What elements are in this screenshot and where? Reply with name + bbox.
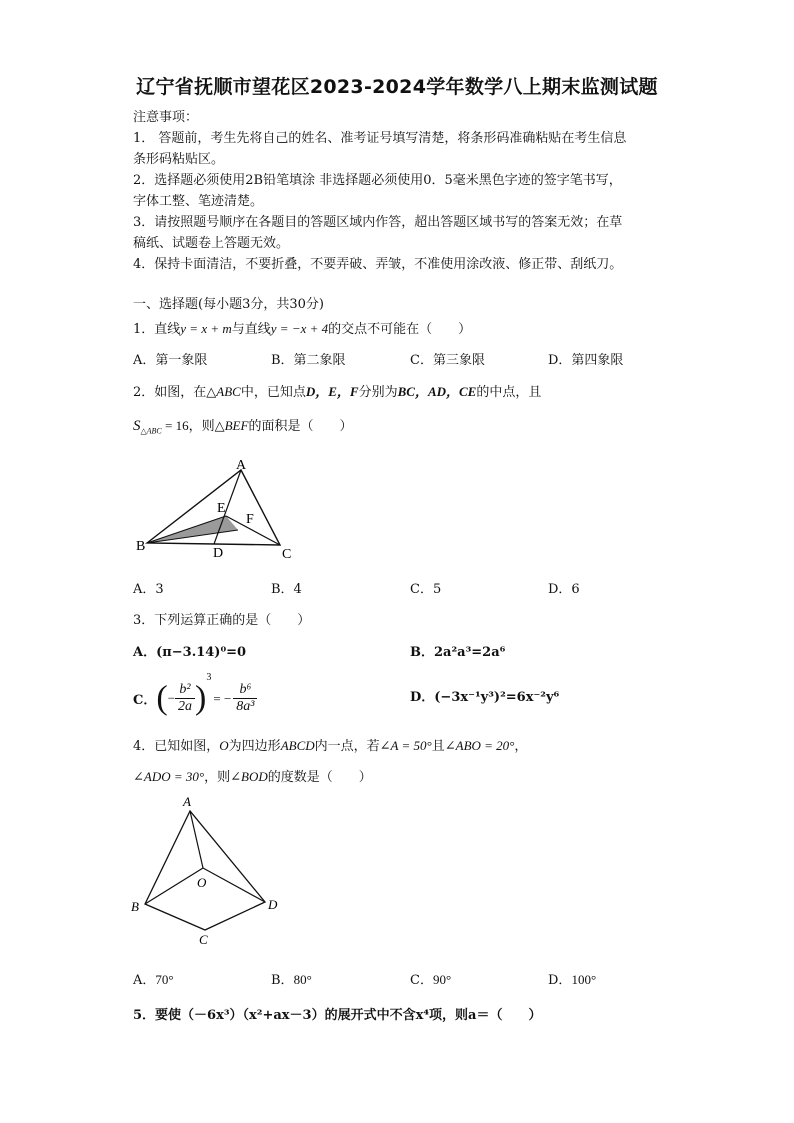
- q4-text: 且∠: [431, 739, 456, 754]
- notes-heading: 注意事项：: [133, 110, 199, 125]
- question-2-stem-2: [133, 415, 352, 436]
- q2-option-b[interactable]: B．4: [271, 582, 302, 597]
- q2-text: 2．如图，在△: [133, 385, 217, 400]
- q1-suffix: 的交点不可能在（ ）: [328, 322, 472, 337]
- note-3a: 3．请按照题号顺序在各题目的答题区域内作答，超出答题区域书写的答案无效；在草: [133, 215, 623, 230]
- q4-abcd: ABCD: [280, 738, 315, 753]
- q4-c-value: 90°: [432, 972, 452, 987]
- label-c: C: [199, 932, 208, 947]
- q1-eq1: y = x + m: [180, 321, 232, 336]
- q3-option-b[interactable]: B．2a²a³=2a⁶: [410, 645, 506, 660]
- shaded-triangle-bef: [147, 516, 238, 543]
- q4-text: 4．已知如图，: [133, 739, 220, 754]
- q4-text: ，: [514, 739, 528, 754]
- q4-o: O: [219, 738, 229, 753]
- q1-option-c[interactable]: C．第三象限: [410, 353, 485, 368]
- q4-d-value: 100°: [571, 972, 597, 987]
- q3-c-frac2: [233, 682, 257, 715]
- note-3b: 稿纸、试题卷上答题无效。: [133, 236, 290, 251]
- question-3-stem: 3．下列运算正确的是（ ）: [133, 613, 311, 628]
- segment-od: [203, 868, 265, 902]
- q2-area-symbol: S: [133, 418, 141, 434]
- question-2-stem: [133, 381, 541, 400]
- q4-text: 的度数是（ ）: [267, 770, 372, 785]
- label-o: O: [197, 875, 207, 890]
- q4-text: 内一点，若∠: [314, 739, 391, 754]
- q4-d-label: D．: [548, 973, 572, 988]
- question-4-stem: [133, 735, 527, 754]
- q3-c-den2: 8a³: [236, 699, 255, 714]
- label-d: D: [213, 546, 224, 561]
- label-a: A: [183, 794, 191, 809]
- q2-bef: BEF: [224, 418, 249, 433]
- question-5-stem: 5．要使（－6x³）（x²+ax－3）的展开式中不含x⁴项，则a＝（ ）: [133, 1008, 542, 1023]
- note-2b: 字体工整、笔迹清楚。: [133, 194, 264, 209]
- q3-c-power: 3: [206, 672, 212, 683]
- q4-option-a[interactable]: [133, 969, 174, 988]
- q2-text: 分别为: [358, 385, 398, 400]
- label-b: B: [131, 899, 139, 914]
- q1-mid: 与直线: [231, 322, 271, 337]
- q3-c-den1: 2a: [178, 699, 193, 714]
- label-f: F: [246, 512, 254, 527]
- q4-text: ，则∠: [204, 770, 241, 785]
- triangle-figure: [130, 455, 310, 565]
- q4-a-label: A．: [133, 973, 156, 988]
- q4-bod: BOD: [241, 769, 268, 784]
- q3-c-paren-close: ): [195, 679, 207, 717]
- q2-text: 的面积是（ ）: [248, 419, 353, 434]
- q3-c-paren-open: (: [156, 679, 168, 717]
- question-1-stem: [133, 318, 471, 337]
- q2-option-d[interactable]: D．6: [548, 582, 580, 597]
- q1-option-a[interactable]: A．第一象限: [133, 353, 208, 368]
- quadrilateral-abcd: [145, 811, 265, 930]
- q2-abc: ABC: [216, 384, 241, 399]
- note-1b: 条形码粘贴区。: [133, 152, 225, 167]
- note-1a: 1． 答题前，考生先将自己的姓名、准考证号填写清楚，将条形码准确粘贴在考生信息: [133, 131, 627, 146]
- q2-points: D，E，F: [305, 384, 359, 399]
- q3-c-num2: b⁶: [233, 682, 257, 699]
- q2-area-sub: △ABC: [140, 426, 162, 436]
- q4-angle-ado: ∠ADO = 30°: [133, 769, 205, 784]
- q4-c-label: C．: [410, 973, 433, 988]
- q3-option-c[interactable]: [133, 672, 257, 722]
- q3-c-equals: = −: [213, 690, 232, 706]
- q4-a-value: 70°: [155, 972, 174, 987]
- q3-c-frac1: [175, 682, 195, 715]
- section-heading: 一、选择题(每小题3分，共30分): [133, 297, 324, 312]
- note-4: 4．保持卡面清洁，不要折叠，不要弄破、弄皱，不准使用涂改液、修正带、刮纸刀。: [133, 257, 623, 272]
- q4-option-c[interactable]: [410, 969, 451, 988]
- q4-angle-a: A = 50°: [390, 738, 432, 753]
- q4-option-b[interactable]: [271, 969, 312, 988]
- q2-area-value: = 16: [161, 418, 189, 433]
- q2-segments: BC，AD，CE: [397, 384, 477, 399]
- q3-option-d[interactable]: D．(−3x⁻¹y³)²=6x⁻²y⁶: [410, 690, 560, 705]
- q1-option-d[interactable]: D．第四象限: [548, 353, 624, 368]
- q2-option-a[interactable]: A．3: [133, 582, 164, 597]
- q2-option-c[interactable]: C．5: [410, 582, 442, 597]
- q3-c-label: C．: [133, 693, 157, 708]
- label-e: E: [217, 501, 226, 516]
- label-a: A: [236, 458, 247, 473]
- question-4-stem-2: [133, 766, 372, 785]
- q4-angle-abo: ABO = 20°: [455, 738, 515, 753]
- q2-text: ，则△: [188, 419, 225, 434]
- label-c: C: [282, 547, 292, 562]
- q2-text: 中，已知点: [240, 385, 306, 400]
- q4-option-d[interactable]: [548, 969, 596, 988]
- q1-option-b[interactable]: B．第二象限: [271, 353, 346, 368]
- q4-text: 为四边形: [228, 739, 281, 754]
- q2-text: 的中点，且: [476, 385, 542, 400]
- note-2a: 2．选择题必须使用2B铅笔填涂 非选择题必须使用0．5毫米黑色字迹的签字笔书写，: [133, 173, 622, 188]
- page-title: 辽宁省抚顺市望花区2023-2024学年数学八上期末监测试题: [136, 76, 658, 98]
- q1-prefix: 1．直线: [133, 322, 181, 337]
- label-d: D: [268, 897, 278, 912]
- q4-b-label: B．: [271, 973, 294, 988]
- q3-c-num1: b²: [175, 682, 195, 699]
- q3-option-a[interactable]: A．(π−3.14)⁰=0: [133, 645, 247, 660]
- quadrilateral-figure: [128, 794, 298, 949]
- label-b: B: [136, 539, 146, 554]
- q3-c-minus: −: [167, 690, 176, 706]
- q1-eq2: y = −x + 4: [270, 321, 329, 336]
- q4-b-value: 80°: [293, 972, 312, 987]
